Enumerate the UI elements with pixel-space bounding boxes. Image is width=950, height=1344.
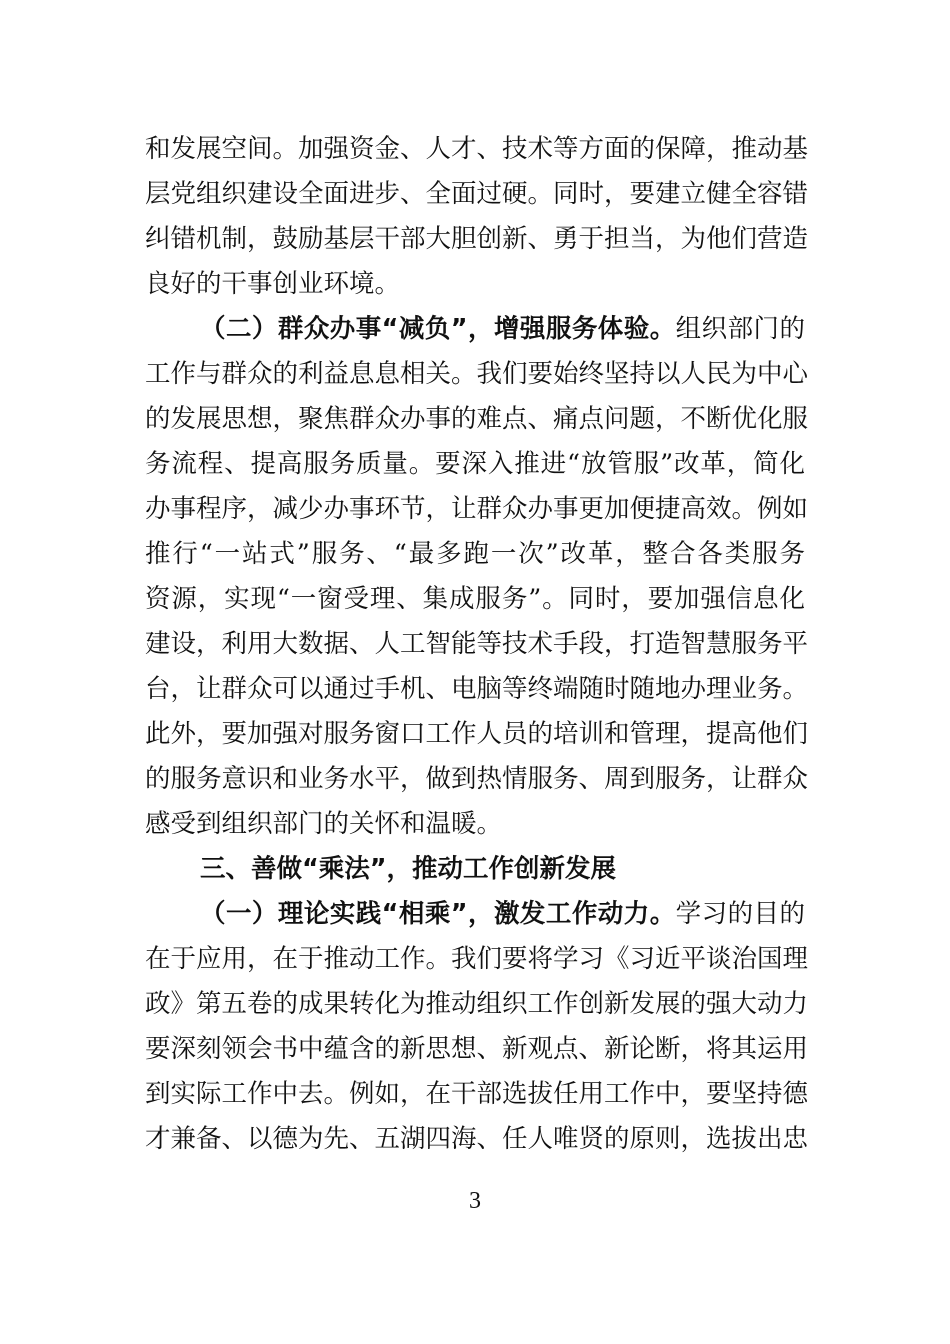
paragraph-line: 台，让群众可以通过手机、电脑等终端随时随地办理业务。 (145, 674, 809, 704)
section-heading: 三、善做“乘法”，推动工作创新发展 (200, 854, 617, 884)
paragraph-line: 此外，要加强对服务窗口工作人员的培训和管理，提高他们 (145, 719, 809, 749)
paragraph-line: 在于应用，在于推动工作。我们要将学习《习近平谈治国理 (145, 944, 809, 974)
paragraph-line: 建设，利用大数据、人工智能等技术手段，打造智慧服务平 (145, 629, 809, 659)
paragraph-line-tail: 学习的目的 (675, 899, 805, 929)
section-subheading: （一）理论实践“相乘”，激发工作动力。 (200, 899, 676, 929)
section-subheading-line (200, 892, 805, 937)
paragraph-line: 层党组织建设全面进步、全面过硬。同时，要建立健全容错 (145, 179, 809, 209)
paragraph-line: 纠错机制，鼓励基层干部大胆创新、勇于担当，为他们营造 (145, 224, 809, 254)
paragraph-line: 要深刻领会书中蕴含的新思想、新观点、新论断，将其运用 (145, 1034, 809, 1064)
paragraph-line: 资源，实现“一窗受理、集成服务”。同时，要加强信息化 (145, 584, 805, 614)
paragraph-line: 工作与群众的利益息息相关。我们要始终坚持以人民为中心 (145, 359, 809, 389)
paragraph-line: 和发展空间。加强资金、人才、技术等方面的保障，推动基 (145, 134, 809, 164)
section-subheading: （二）群众办事“减负”，增强服务体验。 (200, 314, 676, 344)
paragraph-line: 感受到组织部门的关怀和温暖。 (145, 809, 503, 839)
paragraph-line-tail: 组织部门的 (675, 314, 805, 344)
paragraph-line: 推行“一站式”服务、“最多跑一次”改革，整合各类服务 (145, 539, 805, 569)
paragraph-line: 政》第五卷的成果转化为推动组织工作创新发展的强大动力 (145, 989, 809, 1019)
paragraph-line: 到实际工作中去。例如，在干部选拔任用工作中，要坚持德 (145, 1079, 809, 1109)
paragraph-line: 才兼备、以德为先、五湖四海、任人唯贤的原则，选拔出忠 (145, 1124, 809, 1154)
paragraph-line: 的发展思想，聚焦群众办事的难点、痛点问题，不断优化服 (145, 404, 809, 434)
paragraph-line: 务流程、提高服务质量。要深入推进“放管服”改革，简化 (145, 449, 805, 479)
paragraph-line: 办事程序，减少办事环节，让群众办事更加便捷高效。例如 (145, 494, 809, 524)
section-subheading-line (200, 307, 805, 352)
paragraph-line: 的服务意识和业务水平，做到热情服务、周到服务，让群众 (145, 764, 809, 794)
paragraph-line: 良好的干事创业环境。 (145, 269, 401, 299)
page-number: 3 (469, 1188, 481, 1214)
